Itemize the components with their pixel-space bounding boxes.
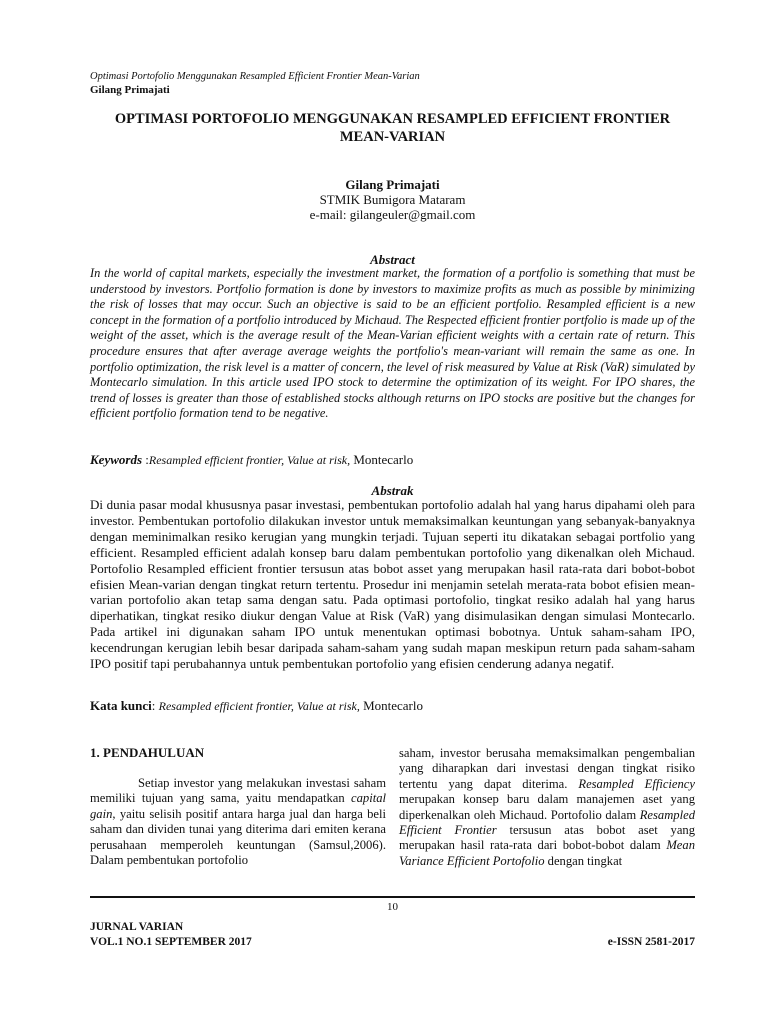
kata-kunci-italic: Resampled efficient frontier, Value at risk,: [158, 699, 360, 713]
right-italic-3: Mean Variance Efficient Portofolio: [399, 838, 695, 868]
author-email: e-mail: gilangeuler@gmail.com: [309, 207, 476, 222]
section-heading: 1. PENDAHULUAN: [90, 745, 205, 760]
footer-rule: [90, 896, 695, 898]
right-text-2: merupakan konsep baru dalam manajemen aset yang diperkenalkan oleh Michaud. Portofolio dalam: [399, 792, 695, 822]
keywords-line: [90, 452, 695, 468]
page-number: 10: [387, 901, 398, 913]
right-italic-1: Resampled Efficiency: [578, 776, 695, 791]
keywords-plain: Montecarlo: [350, 452, 414, 467]
title-line-2: MEAN-VARIAN: [339, 129, 446, 145]
journal-issn: e-ISSN 2581-2017: [607, 936, 695, 948]
kata-kunci-plain: Montecarlo: [359, 698, 423, 713]
paper-page: [90, 0, 695, 1024]
running-author: Gilang Primajati: [90, 84, 170, 96]
abstract-text: In the world of capital markets, especially the investment market, the formation of a portfolio is something that must be understood by investors. Portfolio formation is done by investors to maximize profits as much as possible by minimizing the risk of losses that may occur. Such an objective is said to be an efficient portfolio. Resampled efficient is a new concept in the formation of a portfolio introduced by Michaud. The Respected efficient frontier portfolio is made up of the weight of the asset, which is the average result of the Mean-Varian efficient weights with a certain rate of return. This procedure ensures that after average average weights the portfolio's mean-variant will remain the same as one. In portfolio optimization, the risk level is a matter of concern, the level of risk measured by Value at Risk (VaR) simulated by Montecarlo simulation. In this article used IPO stock to determine the optimization of its weight. For IPO shares, the trend of losses is greater than those of established stocks although returns on IPO stocks are positive but the changes for efficient portfolio formation tend to be negative.: [90, 266, 695, 421]
left-text-2: , yaitu selisih positif antara harga jual dan harga beli saham dan dividen tunai yang diterima dari emiten kerana perusahaan memperoleh keuntungan (Samsul,2006). Dalam pembentukan portofolio: [90, 806, 386, 868]
kata-kunci-label: Kata kunci: [90, 698, 152, 713]
kata-kunci-separator: :: [151, 698, 159, 713]
journal-name: JURNAL VARIAN: [90, 921, 184, 933]
abstrak-text: Di dunia pasar modal khususnya pasar investasi, pembentukan portofolio adalah hal yang harus dipahami oleh para investor. Pembentukan portofolio dilakukan investor untuk memaksimalkan keuntungan yang sebanyak-banyaknya dengan meminimalkan resiko kerugian yang mungkin terjadi. Tujuan seperti itu dikatakan sebagai portfolio yang efficient. Resampled efficient adalah konsep baru dalam pembentukan portofolio yang dikenalkan oleh Michaud. Portofolio Resampled efficient frontier tersusun atas bobot asset yang merupakan hasil rata-rata dari bobot-bobot efisien Mean-varian dengan tingkat return tertentu. Prosedur ini menjamin setelah merata-rata bobot efisien mean-varian portofolio akan tetap sama dengan satu. Pada optimasi portofolio, tingkat resiko adalah hal yang harus diperhatikan, tingkat resiko diukur dengan Value at Risk (VaR) yang disimulasikan dengan simulasi Montecarlo. Pada artikel ini digunakan saham IPO untuk menentukan optimasi bobotnya. Untuk saham-saham IPO, kecendrungan kerugian lebih besar daripada saham-saham yang sudah mapan meskipun return pada saham-saham IPO positif tapi perubahannya untuk pembentukan portofolio yang efisien cenderung adanya negatif.: [90, 497, 695, 672]
author-block: [90, 177, 695, 222]
kata-kunci-line: [90, 698, 695, 714]
paper-title: [90, 110, 695, 146]
journal-volume: VOL.1 NO.1 SEPTEMBER 2017: [90, 936, 252, 948]
running-title: Optimasi Portofolio Menggunakan Resampled Efficient Frontier Mean-Varian: [90, 71, 420, 82]
left-italic-1: capital gain: [90, 791, 386, 821]
right-text-3: tersusun atas bobot aset yang merupakan hasil rata-rata dari bobot-bobot dalam: [399, 823, 695, 853]
left-column-text: [90, 776, 386, 868]
abstrak-heading: Abstrak: [371, 483, 414, 498]
title-line-1: OPTIMASI PORTOFOLIO MENGGUNAKAN RESAMPLED EFFICIENT FRONTIER: [114, 111, 671, 127]
right-column-text: [399, 746, 695, 869]
keywords-italic: Resampled efficient frontier, Value at risk,: [148, 453, 351, 467]
left-text-1: Setiap investor yang melakukan investasi saham memiliki tujuan yang sama, yaitu mendapatkan: [90, 776, 386, 806]
keywords-label: Keywords: [90, 452, 142, 467]
keywords-separator: :: [142, 452, 149, 467]
right-italic-2: Resampled Efficient Frontier: [399, 807, 695, 838]
author-name: Gilang Primajati: [345, 177, 440, 192]
right-text-4: dengan tingkat: [544, 853, 623, 868]
right-text-1: saham, investor berusaha memaksimalkan pengembalian yang diharapkan dari investasi dengan tingkat risiko tertentu yang dapat diterima.: [399, 746, 695, 791]
author-affiliation: STMIK Bumigora Mataram: [319, 192, 466, 207]
abstract-heading: Abstract: [370, 252, 415, 267]
